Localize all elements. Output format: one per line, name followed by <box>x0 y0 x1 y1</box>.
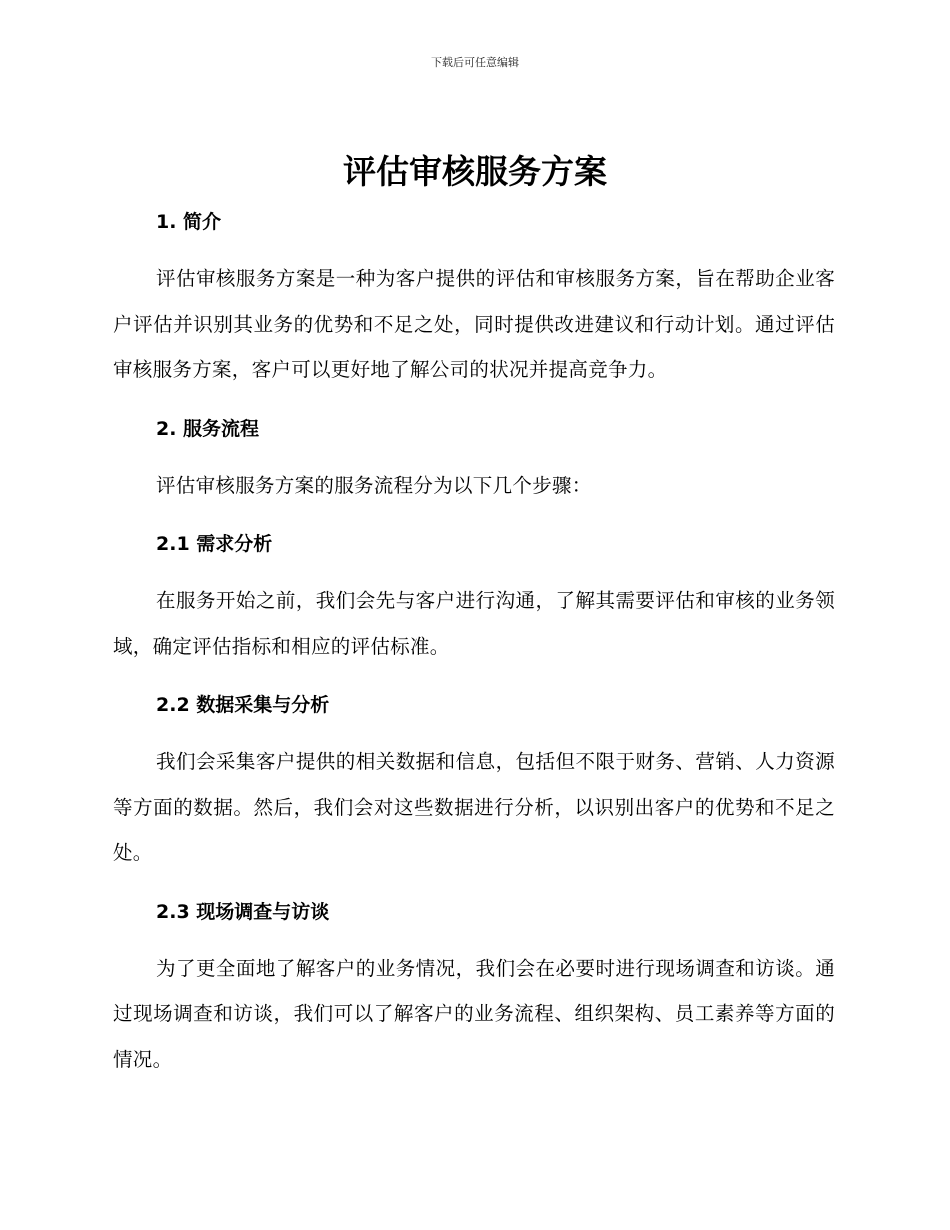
section-heading-field-survey: 2.3 现场调查与访谈 <box>156 900 330 923</box>
section-heading-intro: 1. 简介 <box>156 211 222 233</box>
section-paragraph-intro: 评估审核服务方案是一种为客户提供的评估和审核服务方案，旨在帮助企业客户评估并识别其业务的优势和不足之处，同时提供改进建议和行动计划。通过评估审核服务方案，客户可以更好地了解公司的状况并提高竞争力。 <box>113 267 835 381</box>
document-title: 评估审核服务方案 <box>343 152 607 191</box>
section-paragraph-process: 评估审核服务方案的服务流程分为以下几个步骤： <box>156 473 592 497</box>
section-heading-process: 2. 服务流程 <box>156 417 260 440</box>
section-paragraph-requirements: 在服务开始之前，我们会先与客户进行沟通，了解其需要评估和审核的业务领域，确定评估指标和相应的评估标准。 <box>113 589 835 658</box>
header-note: 下载后可任意编辑 <box>431 56 519 69</box>
section-heading-requirements: 2.1 需求分析 <box>156 533 273 555</box>
section-heading-data-analysis: 2.2 数据采集与分析 <box>156 694 330 716</box>
section-paragraph-field-survey: 为了更全面地了解客户的业务情况，我们会在必要时进行现场调查和访谈。通过现场调查和访谈，我们可以了解客户的业务流程、组织架构、员工素养等方面的情况。 <box>113 956 835 1071</box>
section-paragraph-data-analysis: 我们会采集客户提供的相关数据和信息，包括但不限于财务、营销、人力资源等方面的数据。然后，我们会对这些数据进行分析，以识别出客户的优势和不足之处。 <box>113 750 835 864</box>
document-body <box>113 200 835 1082</box>
